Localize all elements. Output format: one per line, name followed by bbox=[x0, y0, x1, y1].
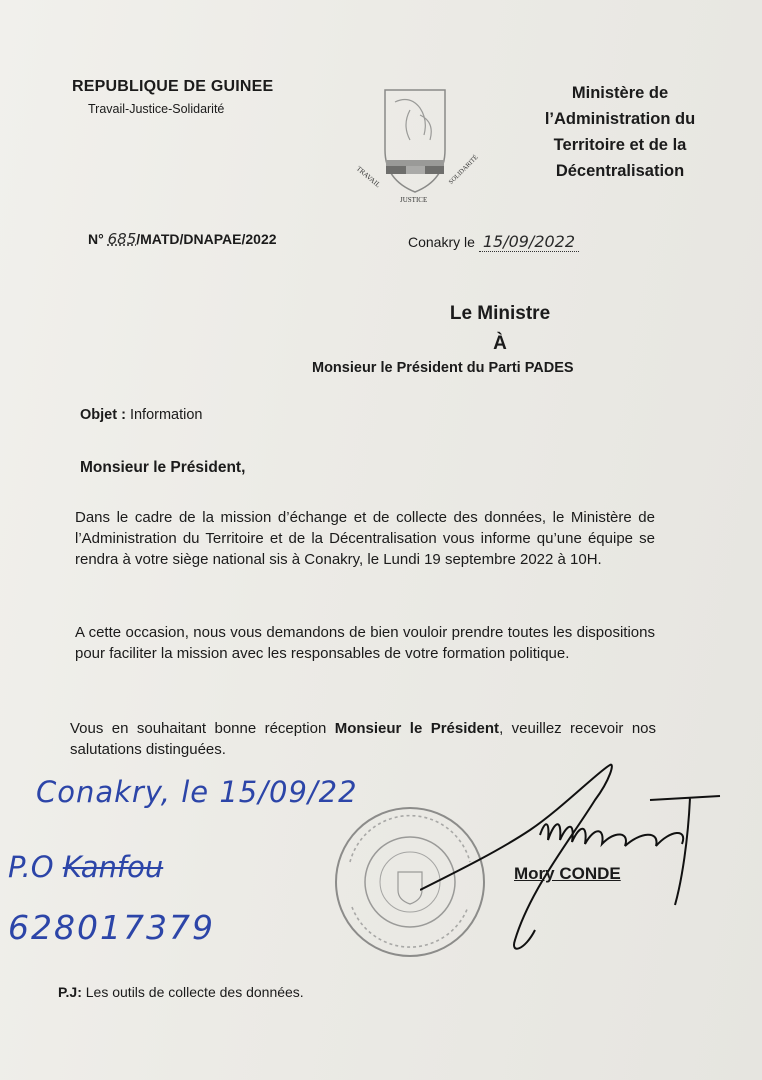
handwritten-signature-icon bbox=[420, 760, 740, 960]
reference-prefix: N° bbox=[88, 231, 104, 247]
handwritten-po-name: Kanfou bbox=[62, 850, 164, 884]
recipient: Monsieur le Président du Parti PADES bbox=[312, 360, 574, 376]
closing-text-end: , veuillez recevoir nos salutations distinguées. bbox=[70, 720, 656, 758]
reference-handwritten-number: 685 bbox=[107, 230, 137, 248]
closing-text-start: Vous en souhaitant bonne réception bbox=[70, 720, 335, 737]
ministry-line: l’Administration du bbox=[544, 110, 696, 128]
attachments-line bbox=[58, 984, 304, 1000]
guinea-coat-of-arms-icon bbox=[350, 80, 480, 210]
handwritten-date-note: Conakry, le 15/09/22 bbox=[36, 775, 358, 809]
emblem-word-travail: TRAVAIL bbox=[354, 164, 382, 190]
body-paragraph-2: A cette occasion, nous vous demandons de bien vouloir prendre toutes les dispositions pour faciliter la mission avec les responsables de votre formation politique. bbox=[75, 624, 655, 662]
republic-title: REPUBLIQUE DE GUINEE bbox=[72, 78, 274, 95]
ministry-line: Ministère de bbox=[571, 84, 669, 102]
ministry-line: Territoire et de la bbox=[553, 136, 687, 154]
attachments-text: Les outils de collecte des données. bbox=[85, 984, 304, 1000]
body-paragraph-1: Dans le cadre de la mission d’échange et de collecte des données, le Ministère de l’Administration du Territoire et de la Décentralisation vous informe qu’une équipe se rendra à votre siège national sis à Conakry, le Lundi 19 septembre 2022 à 10H. bbox=[75, 509, 655, 568]
handwritten-phone-number: 628017379 bbox=[8, 908, 215, 947]
reference-number bbox=[88, 230, 277, 248]
republic-motto: Travail-Justice-Solidarité bbox=[88, 102, 225, 116]
handwritten-po-note bbox=[8, 850, 163, 884]
subject-label: Objet : bbox=[80, 407, 126, 423]
body-paragraph-3 bbox=[70, 718, 656, 760]
dateline-handwritten-date: 15/09/2022 bbox=[479, 232, 579, 252]
handwritten-po-prefix: P.O bbox=[8, 850, 63, 884]
ministry-line: Décentralisation bbox=[555, 162, 685, 180]
reference-suffix: /MATD/DNAPAE/2022 bbox=[136, 231, 277, 247]
emblem-word-solidarite: SOLIDARITÉ bbox=[447, 153, 480, 186]
attachments-label: P.J: bbox=[58, 984, 82, 1000]
ministry-heading bbox=[520, 80, 720, 184]
subject-text: Information bbox=[129, 407, 203, 423]
signer-name: Mory CONDE bbox=[514, 864, 621, 883]
recipient-marker: À bbox=[493, 333, 507, 354]
subject-line bbox=[80, 407, 203, 423]
emblem-word-justice: JUSTICE bbox=[400, 196, 428, 204]
dateline-place: Conakry le bbox=[408, 234, 475, 250]
salutation: Monsieur le Président, bbox=[80, 459, 246, 476]
sender-title: Le Ministre bbox=[449, 303, 551, 324]
closing-text-bold: Monsieur le Président bbox=[334, 720, 500, 737]
dateline bbox=[408, 232, 579, 251]
